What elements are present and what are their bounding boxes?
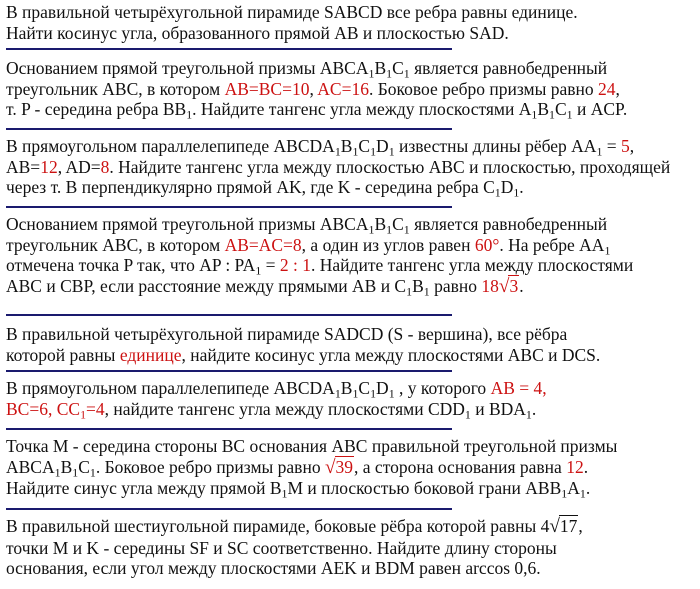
text-run: Основанием прямой треугольной призмы ABCA: [6, 58, 369, 78]
problem-line: [6, 478, 694, 499]
text-run: В правильной четырёхугольной пирамиде SABCD все ребра равны единице.: [6, 2, 578, 22]
sqrt-expression: [499, 276, 519, 298]
text-run: точки M и K - середины SF и SC соответственно. Найдите длину стороны: [6, 537, 557, 558]
problem-line: [6, 324, 694, 345]
highlighted-value: 5: [621, 136, 630, 156]
problem-2: [6, 58, 694, 120]
problem-line: [6, 157, 694, 178]
sqrt-argument: 3: [509, 275, 519, 296]
problem-line: [6, 2, 694, 23]
radical-sign-icon: √: [549, 516, 560, 537]
text-run: является равнобедренный: [409, 58, 608, 78]
text-run: .: [519, 275, 524, 296]
highlighted-value: 2 : 1: [279, 255, 312, 275]
subscript: 1: [368, 66, 375, 81]
subscript: 1: [566, 107, 573, 122]
text-run: является равнобедренный: [409, 214, 608, 234]
highlighted-value: 8: [100, 156, 110, 177]
text-run: B: [340, 378, 353, 398]
problem-3: [6, 136, 694, 198]
subscript: 1: [186, 107, 193, 122]
text-run: B: [340, 136, 353, 156]
problem-line: [6, 214, 694, 235]
highlighted-value: AB = 4,: [490, 378, 547, 398]
problem-line: [6, 58, 694, 79]
text-run: . На ребре AA: [499, 234, 605, 255]
problem-line: [6, 538, 694, 559]
text-run: и ACP.: [572, 99, 628, 119]
highlighted-value: 18: [481, 275, 499, 296]
sqrt-argument: 39: [335, 456, 354, 477]
text-run: Основанием прямой треугольной призмы ABCA: [6, 214, 369, 234]
subscript: 1: [464, 406, 471, 421]
subscript: 1: [403, 222, 410, 237]
subscript: 1: [596, 144, 603, 159]
problem-line: [6, 136, 694, 157]
text-run: B: [374, 214, 387, 234]
subscript: 1: [370, 144, 377, 159]
subscript: 1: [72, 464, 79, 479]
radical-sign-icon: √: [324, 456, 336, 478]
highlighted-value: единице: [119, 344, 182, 365]
subscript: 1: [370, 386, 377, 401]
problem-4: [6, 214, 694, 297]
separator-line: [6, 48, 452, 50]
radical-sign-icon: √: [498, 275, 510, 297]
text-run: . Найдите тангенс угла между плоскостью ABC и плоскостью, проходящей: [109, 156, 671, 177]
text-run: C: [358, 136, 371, 156]
highlighted-value: AB=AC=8: [224, 234, 302, 255]
problem-line: [6, 345, 694, 366]
text-run: ,: [629, 136, 635, 156]
text-run: =: [261, 255, 280, 275]
text-run: =: [602, 136, 622, 156]
text-run: D: [500, 177, 514, 197]
problem-line: [6, 378, 694, 399]
problem-line: [6, 436, 694, 457]
text-run: которой равны: [6, 344, 120, 365]
text-run: .: [583, 456, 589, 477]
text-run: , а сторона основания равна: [354, 456, 567, 477]
text-run: . Найдите тангенс угла между плоскостями A: [192, 99, 532, 119]
text-run: D: [376, 378, 389, 398]
subscript: 1: [531, 107, 538, 122]
text-run: B: [374, 58, 387, 78]
highlighted-value: AB=BC=10: [224, 78, 310, 99]
text-run: , а один из углов равен: [301, 234, 475, 255]
text-run: Найти косинус угла, образованного прямой AB и плоскостью SAD.: [6, 22, 509, 43]
problem-1: [6, 2, 694, 43]
text-run: т. P - середина ребра BB: [6, 99, 187, 119]
separator-line: [6, 428, 452, 430]
subscript: 1: [386, 66, 393, 81]
subscript: 1: [525, 406, 532, 421]
problem-line: [6, 558, 694, 579]
problem-line: [6, 99, 694, 120]
problem-5: [6, 324, 694, 365]
subscript: 1: [604, 242, 611, 257]
text-run: основания, если угол между плоскостями AEK и BDM равен arccos 0,6.: [6, 558, 541, 578]
separator-line: [6, 370, 452, 372]
separator-line: [6, 508, 452, 510]
text-run: треугольник ABC, в котором: [6, 78, 225, 99]
text-run: C: [554, 99, 567, 119]
highlighted-value: BC=6, CC: [6, 398, 81, 419]
highlighted-value: AC=16: [317, 78, 369, 99]
text-run: известны длины рёбер AA: [394, 136, 597, 156]
text-run: . Найдите тангенс угла между плоскостями: [311, 255, 634, 275]
text-run: Найдите синус угла между прямой B: [6, 478, 282, 498]
problem-line: [6, 79, 694, 100]
text-run: C: [392, 58, 404, 78]
problem-6: [6, 378, 694, 419]
text-run: ,: [578, 516, 583, 536]
problem-8: [6, 516, 694, 579]
subscript: 1: [334, 144, 341, 159]
text-run: , AD=: [57, 156, 101, 177]
problem-line: [6, 457, 694, 479]
problem-line: [6, 399, 694, 420]
text-run: равно: [429, 275, 482, 296]
subscript: 1: [89, 464, 96, 479]
subscript: 1: [388, 386, 395, 401]
subscript: 1: [406, 283, 413, 298]
text-run: В прямоугольном параллелепипеде ABCDA: [6, 136, 335, 156]
subscript: 1: [403, 66, 410, 81]
separator-line: [6, 314, 452, 316]
text-run: , найдите тангенс угла между плоскостями CDD: [104, 398, 465, 419]
problem-line: [6, 177, 694, 198]
text-run: отмечена точка P так, что AP : PA: [6, 255, 256, 275]
text-run: B: [60, 456, 73, 477]
highlighted-value: 24: [598, 78, 616, 99]
text-run: В правильной шестиугольной пирамиде, боковые рёбра которой равны 4: [6, 516, 550, 536]
text-run: ABC и CBP, если расстояние между прямыми AB и C: [6, 275, 407, 296]
text-run: .: [519, 177, 524, 197]
subscript: 1: [388, 144, 395, 159]
subscript: 1: [80, 406, 87, 421]
text-run: AB=: [6, 156, 41, 177]
text-run: , у которого: [394, 378, 491, 398]
text-run: A: [567, 478, 580, 498]
text-run: ABCA: [6, 456, 55, 477]
text-run: , найдите косинус угла между плоскостями ABC и DCS.: [181, 344, 601, 365]
problem-line: [6, 255, 694, 276]
subscript: 1: [54, 464, 61, 479]
text-run: через т. B перпендикулярно прямой AK, где K - середина ребра C: [6, 177, 495, 197]
subscript: 1: [281, 486, 288, 501]
text-run: C: [392, 214, 404, 234]
text-run: ,: [309, 78, 318, 99]
problem-line: [6, 235, 694, 256]
separator-line: [6, 206, 452, 208]
subscript: 1: [255, 263, 262, 278]
text-run: . Боковое ребро призмы равно: [95, 456, 325, 477]
text-run: .: [585, 478, 591, 498]
sqrt-expression: [325, 457, 354, 479]
text-run: B: [537, 99, 550, 119]
subscript: 1: [423, 283, 430, 298]
problem-line: [6, 23, 694, 44]
subscript: 1: [513, 185, 520, 200]
separator-line: [6, 128, 452, 130]
text-run: ,: [615, 78, 620, 99]
problem-line: [6, 516, 694, 538]
text-run: B: [412, 275, 424, 296]
text-run: В правильной четырёхугольной пирамиде SADCD (S - вершина), все рёбра: [6, 324, 568, 344]
text-run: . Боковое ребро призмы равно: [368, 78, 599, 99]
highlighted-value: 12: [566, 456, 584, 477]
subscript: 1: [368, 222, 375, 237]
subscript: 1: [334, 386, 341, 401]
text-run: Точка M - середина стороны BC основания ABC правильной треугольной призмы: [6, 436, 618, 456]
text-run: C: [358, 378, 371, 398]
problem-line: [6, 276, 694, 298]
sqrt-argument: 17: [559, 516, 578, 536]
subscript: 1: [579, 486, 586, 501]
text-run: и BDA: [470, 398, 526, 419]
subscript: 1: [561, 486, 568, 501]
text-run: треугольник ABC, в котором: [6, 234, 225, 255]
highlighted-value: 60°: [474, 234, 500, 255]
highlighted-value: =4: [86, 398, 105, 419]
subscript: 1: [352, 386, 359, 401]
subscript: 1: [549, 107, 555, 122]
sqrt-expression: [549, 516, 578, 538]
text-run: В прямоугольном параллелепипеде ABCDA: [6, 378, 335, 398]
highlighted-value: 12: [40, 156, 58, 177]
subscript: 1: [386, 222, 393, 237]
text-run: C: [78, 456, 90, 477]
subscript: 1: [352, 144, 359, 159]
text-run: .: [531, 398, 537, 419]
problem-7: [6, 436, 694, 499]
text-run: D: [376, 136, 389, 156]
subscript: 1: [494, 185, 501, 200]
text-run: M и плоскостью боковой грани ABB: [287, 478, 562, 498]
